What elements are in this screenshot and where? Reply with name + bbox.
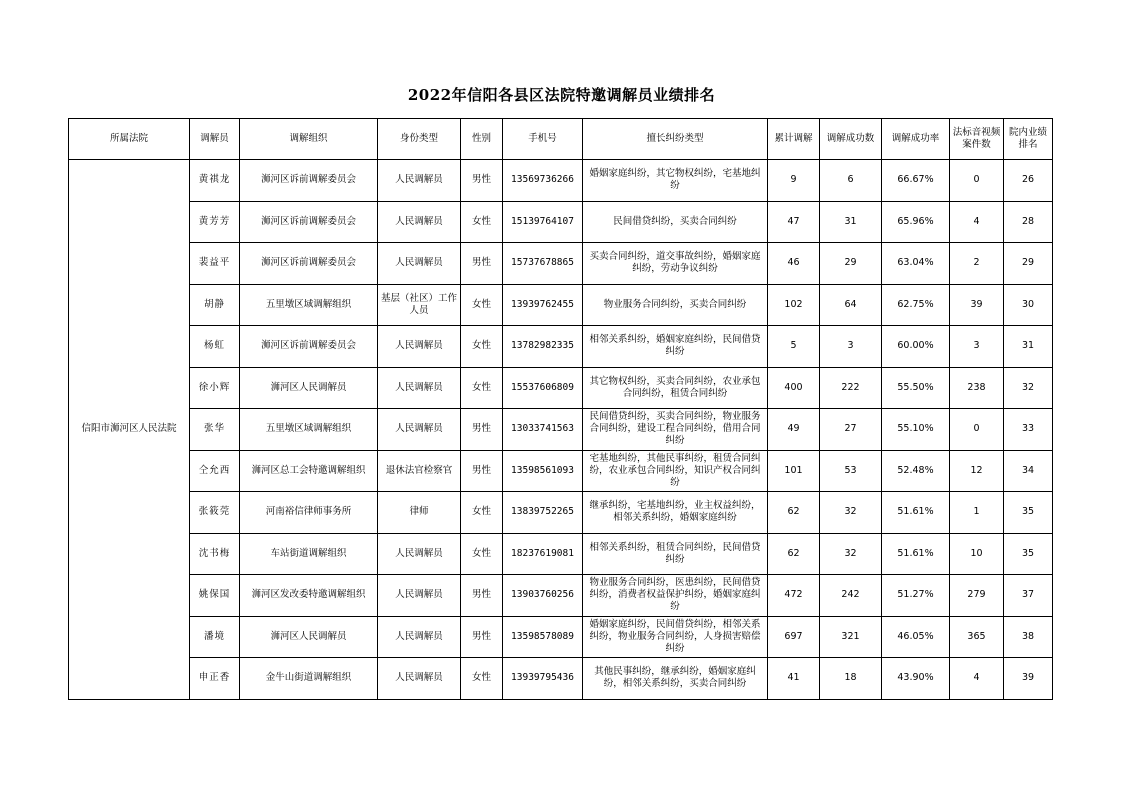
mediator-ranking-table [68,118,1053,700]
video-case-count: 238 [950,367,1004,409]
gender: 男性 [461,616,503,658]
table-row [69,492,1053,534]
table-row [69,201,1053,243]
success-count: 18 [820,658,882,700]
success-rate: 63.04% [882,243,950,285]
total-mediations: 101 [768,450,820,492]
header-success: 调解成功数 [820,119,882,160]
header-org: 调解组织 [240,119,378,160]
table-row [69,326,1053,368]
mediation-org: 浉河区诉前调解委员会 [240,160,378,202]
identity-type: 人民调解员 [378,533,461,575]
header-phone: 手机号 [503,119,583,160]
success-count: 32 [820,492,882,534]
dispute-types: 买卖合同纠纷，道交事故纠纷，婚姻家庭纠纷，劳动争议纠纷 [583,243,768,285]
phone-number: 13033741563 [503,409,583,451]
success-rate: 46.05% [882,616,950,658]
mediator-name: 潘境 [190,616,240,658]
court-rank: 39 [1004,658,1053,700]
mediator-name: 张筱莞 [190,492,240,534]
mediation-org: 五里墩区域调解组织 [240,284,378,326]
header-mediator: 调解员 [190,119,240,160]
dispute-types: 物业服务合同纠纷，医患纠纷，民间借贷纠纷，消费者权益保护纠纷，婚姻家庭纠纷 [583,575,768,617]
court-name: 信阳市浉河区人民法院 [69,160,190,700]
mediation-org: 浉河区总工会特邀调解组织 [240,450,378,492]
phone-number: 18237619081 [503,533,583,575]
table-row [69,409,1053,451]
success-count: 3 [820,326,882,368]
table-row [69,575,1053,617]
header-total: 累计调解 [768,119,820,160]
identity-type: 人民调解员 [378,616,461,658]
mediation-org: 浉河区诉前调解委员会 [240,201,378,243]
table-row [69,284,1053,326]
mediator-name: 黄祺龙 [190,160,240,202]
success-count: 31 [820,201,882,243]
gender: 女性 [461,533,503,575]
table-row [69,533,1053,575]
court-rank: 37 [1004,575,1053,617]
phone-number: 13903760256 [503,575,583,617]
dispute-types: 婚姻家庭纠纷，民间借贷纠纷，相邻关系纠纷，物业服务合同纠纷，人身损害赔偿纠纷 [583,616,768,658]
mediation-org: 车站街道调解组织 [240,533,378,575]
success-rate: 51.61% [882,533,950,575]
identity-type: 人民调解员 [378,409,461,451]
success-rate: 66.67% [882,160,950,202]
mediation-org: 浉河区人民调解员 [240,367,378,409]
mediator-name: 沈书梅 [190,533,240,575]
identity-type: 人民调解员 [378,575,461,617]
mediation-org: 浉河区诉前调解委员会 [240,243,378,285]
total-mediations: 102 [768,284,820,326]
gender: 男性 [461,160,503,202]
total-mediations: 400 [768,367,820,409]
phone-number: 13782982335 [503,326,583,368]
dispute-types: 相邻关系纠纷，婚姻家庭纠纷，民间借贷纠纷 [583,326,768,368]
phone-number: 13939762455 [503,284,583,326]
success-count: 53 [820,450,882,492]
phone-number: 13598561093 [503,450,583,492]
identity-type: 律师 [378,492,461,534]
mediation-org: 浉河区发改委特邀调解组织 [240,575,378,617]
total-mediations: 41 [768,658,820,700]
court-rank: 29 [1004,243,1053,285]
dispute-types: 继承纠纷，宅基地纠纷，业主权益纠纷，相邻关系纠纷，婚姻家庭纠纷 [583,492,768,534]
gender: 女性 [461,367,503,409]
video-case-count: 0 [950,409,1004,451]
video-case-count: 4 [950,658,1004,700]
phone-number: 13569736266 [503,160,583,202]
court-rank: 31 [1004,326,1053,368]
court-rank: 33 [1004,409,1053,451]
total-mediations: 62 [768,533,820,575]
identity-type: 人民调解员 [378,367,461,409]
identity-type: 人民调解员 [378,243,461,285]
mediator-name: 张华 [190,409,240,451]
identity-type: 人民调解员 [378,160,461,202]
court-rank: 35 [1004,533,1053,575]
table-row [69,160,1053,202]
table-row [69,616,1053,658]
mediator-name: 申正香 [190,658,240,700]
gender: 女性 [461,284,503,326]
success-rate: 55.50% [882,367,950,409]
header-gender: 性别 [461,119,503,160]
gender: 男性 [461,450,503,492]
table-row [69,243,1053,285]
success-rate: 65.96% [882,201,950,243]
court-rank: 32 [1004,367,1053,409]
success-count: 64 [820,284,882,326]
dispute-types: 物业服务合同纠纷，买卖合同纠纷 [583,284,768,326]
total-mediations: 472 [768,575,820,617]
identity-type: 人民调解员 [378,201,461,243]
table-body [69,160,1053,700]
dispute-types: 宅基地纠纷，其他民事纠纷，租赁合同纠纷，农业承包合同纠纷，知识产权合同纠纷 [583,450,768,492]
success-count: 242 [820,575,882,617]
mediation-org: 金牛山街道调解组织 [240,658,378,700]
gender: 女性 [461,658,503,700]
phone-number: 13939795436 [503,658,583,700]
table-row [69,658,1053,700]
success-rate: 51.27% [882,575,950,617]
total-mediations: 62 [768,492,820,534]
video-case-count: 1 [950,492,1004,534]
total-mediations: 49 [768,409,820,451]
dispute-types: 其它物权纠纷，买卖合同纠纷，农业承包合同纠纷，租赁合同纠纷 [583,367,768,409]
header-row [69,119,1053,160]
header-rank: 院内业绩排名 [1004,119,1053,160]
mediation-org: 河南裕信律师事务所 [240,492,378,534]
page-title: 2022年信阳各县区法院特邀调解员业绩排名 [407,86,716,104]
court-rank: 35 [1004,492,1053,534]
header-video: 法标音视频案件数 [950,119,1004,160]
dispute-types: 婚姻家庭纠纷，其它物权纠纷，宅基地纠纷 [583,160,768,202]
success-rate: 52.48% [882,450,950,492]
success-rate: 51.61% [882,492,950,534]
mediator-name: 胡静 [190,284,240,326]
success-rate: 60.00% [882,326,950,368]
mediator-name: 黄芳芳 [190,201,240,243]
dispute-types: 其他民事纠纷，继承纠纷，婚姻家庭纠纷，相邻关系纠纷，买卖合同纠纷 [583,658,768,700]
mediator-name: 徐小辉 [190,367,240,409]
phone-number: 13839752265 [503,492,583,534]
court-rank: 28 [1004,201,1053,243]
video-case-count: 4 [950,201,1004,243]
gender: 女性 [461,201,503,243]
mediation-org: 浉河区诉前调解委员会 [240,326,378,368]
header-rate: 调解成功率 [882,119,950,160]
success-count: 29 [820,243,882,285]
mediator-name: 仝允西 [190,450,240,492]
video-case-count: 10 [950,533,1004,575]
mediator-name: 裴益平 [190,243,240,285]
header-court: 所属法院 [69,119,190,160]
video-case-count: 365 [950,616,1004,658]
identity-type: 人民调解员 [378,326,461,368]
header-dispute-types: 擅长纠纷类型 [583,119,768,160]
dispute-types: 民间借贷纠纷，买卖合同纠纷 [583,201,768,243]
mediation-org: 浉河区人民调解员 [240,616,378,658]
total-mediations: 47 [768,201,820,243]
table-row [69,450,1053,492]
success-count: 27 [820,409,882,451]
video-case-count: 12 [950,450,1004,492]
court-rank: 38 [1004,616,1053,658]
phone-number: 15737678865 [503,243,583,285]
mediator-name: 姚保国 [190,575,240,617]
video-case-count: 2 [950,243,1004,285]
mediator-name: 杨虹 [190,326,240,368]
court-rank: 26 [1004,160,1053,202]
identity-type: 基层（社区）工作人员 [378,284,461,326]
video-case-count: 279 [950,575,1004,617]
header-identity: 身份类型 [378,119,461,160]
court-rank: 34 [1004,450,1053,492]
total-mediations: 5 [768,326,820,368]
total-mediations: 46 [768,243,820,285]
video-case-count: 3 [950,326,1004,368]
dispute-types: 相邻关系纠纷，租赁合同纠纷，民间借贷纠纷 [583,533,768,575]
phone-number: 15139764107 [503,201,583,243]
identity-type: 人民调解员 [378,658,461,700]
total-mediations: 697 [768,616,820,658]
gender: 男性 [461,575,503,617]
gender: 男性 [461,409,503,451]
dispute-types: 民间借贷纠纷，买卖合同纠纷，物业服务合同纠纷，建设工程合同纠纷，借用合同纠纷 [583,409,768,451]
identity-type: 退休法官检察官 [378,450,461,492]
table-row [69,367,1053,409]
court-rank: 30 [1004,284,1053,326]
success-rate: 55.10% [882,409,950,451]
success-count: 6 [820,160,882,202]
video-case-count: 0 [950,160,1004,202]
success-count: 321 [820,616,882,658]
gender: 男性 [461,243,503,285]
video-case-count: 39 [950,284,1004,326]
phone-number: 13598578089 [503,616,583,658]
gender: 女性 [461,326,503,368]
success-count: 222 [820,367,882,409]
total-mediations: 9 [768,160,820,202]
phone-number: 15537606809 [503,367,583,409]
success-rate: 62.75% [882,284,950,326]
mediation-org: 五里墩区域调解组织 [240,409,378,451]
success-rate: 43.90% [882,658,950,700]
success-count: 32 [820,533,882,575]
gender: 女性 [461,492,503,534]
